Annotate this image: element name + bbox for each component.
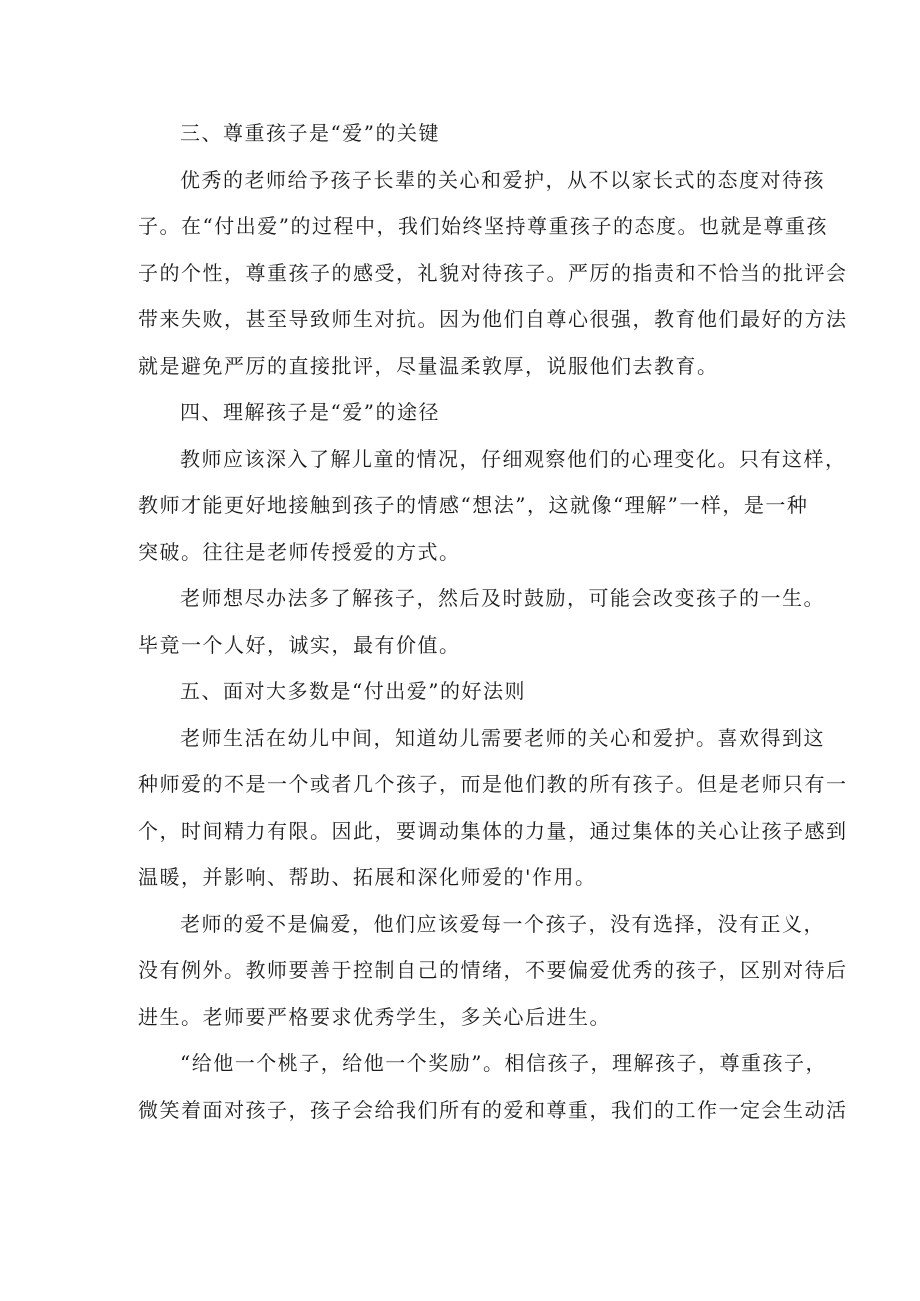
paragraph-line: 教师才能更好地接触到孩子的情感“想法”，这就像“理解”一样，是一种	[138, 493, 809, 517]
paragraph-line: 就是避免严厉的直接批评，尽量温柔敦厚，说服他们去教育。	[138, 353, 719, 378]
paragraph-line: 没有例外。教师要善于控制自己的情绪，不要偏爱优秀的孩子，区别对待后	[138, 958, 848, 982]
paragraph-line: 子的个性，尊重孩子的感受，礼貌对待孩子。严厉的指责和不恰当的批评会	[138, 260, 848, 285]
paragraph-line: 子。在“付出爱”的过程中，我们始终坚持尊重孩子的态度。也就是尊重孩	[138, 214, 828, 238]
paragraph-line: 种师爱的不是一个或者几个孩子，而是他们教的所有孩子。但是老师只有一	[138, 772, 848, 796]
paragraph-line: 优秀的老师给予孩子长辈的关心和爱护，从不以家长式的态度对待孩	[180, 167, 825, 192]
paragraph-line: 个，时间精力有限。因此，要调动集体的力量，通过集体的关心让孩子感到	[138, 818, 848, 843]
paragraph-line: 带来失败，甚至导致师生对抗。因为他们自尊心很强，教育他们最好的方法	[138, 307, 848, 331]
paragraph-line: 老师生活在幼儿中间，知道幼儿需要老师的关心和爱护。喜欢得到这	[180, 725, 825, 750]
section-heading: 三、尊重孩子是“爱”的关键	[180, 121, 440, 145]
paragraph-line: 突破。往往是老师传授爱的方式。	[138, 539, 461, 564]
paragraph-line: 毕竟一个人好，诚实，最有价值。	[138, 632, 461, 657]
paragraph-line: 微笑着面对孩子，孩子会给我们所有的爱和尊重，我们的工作一定会生动活	[138, 1097, 848, 1122]
section-heading: 五、面对大多数是“付出爱”的好法则	[180, 679, 526, 703]
section-heading: 四、理解孩子是“爱”的途径	[180, 400, 440, 424]
paragraph-line: 温暖，并影响、帮助、拓展和深化师爱的'作用。	[138, 865, 597, 889]
paragraph-line: 老师想尽办法多了解孩子，然后及时鼓励，可能会改变孩子的一生。	[180, 586, 825, 610]
paragraph-line: 教师应该深入了解儿童的情况，仔细观察他们的心理变化。只有这样，	[180, 446, 847, 471]
paragraph-line: “给他一个桃子，给他一个奖励”。相信孩子，理解孩子，尊重孩子，	[180, 1051, 827, 1075]
paragraph-line: 进生。老师要严格要求优秀学生，多关心后进生。	[138, 1004, 611, 1029]
document-body	[138, 110, 848, 1133]
paragraph-line: 老师的爱不是偏爱，他们应该爱每一个孩子，没有选择，没有正义，	[180, 911, 825, 936]
